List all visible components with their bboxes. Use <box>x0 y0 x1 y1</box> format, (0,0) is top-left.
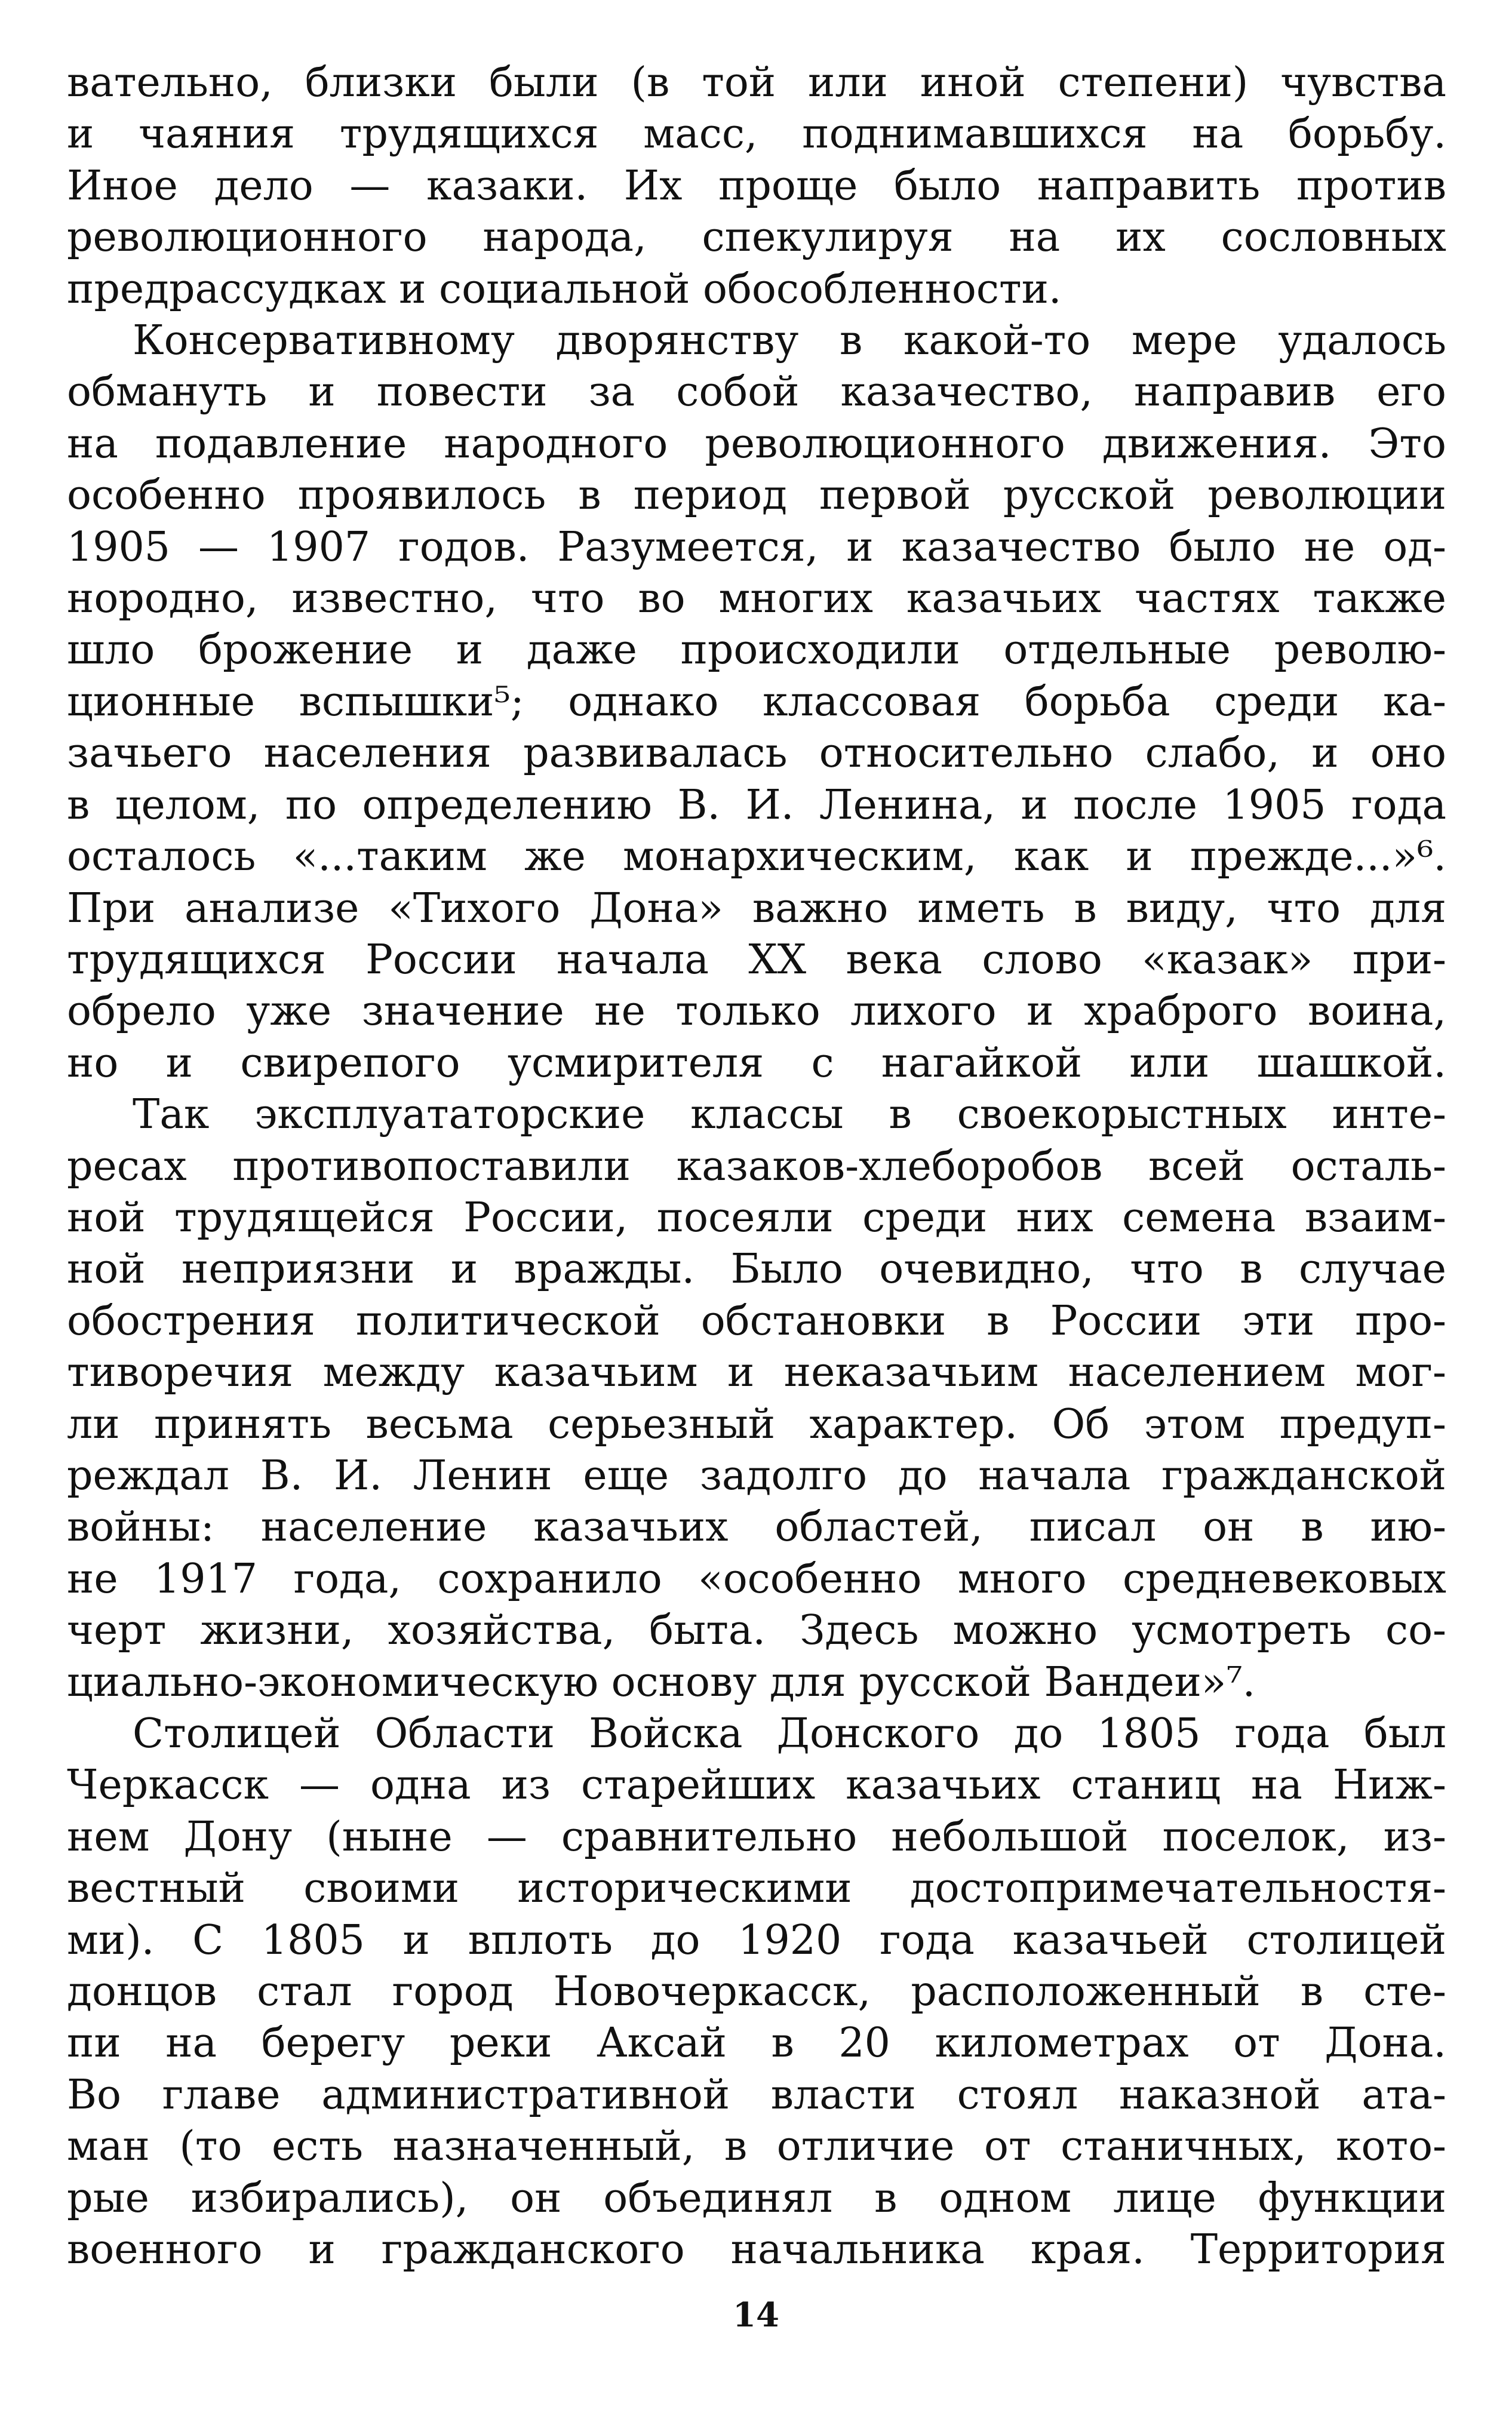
text-line: пи на берегу реки Аксай в 20 километрах от Дона. <box>67 2020 1446 2067</box>
text-line: в целом, по определению В. И. Ленина, и после 1905 года <box>67 781 1446 829</box>
text-line: военного и гражданского начальника края. Территория <box>67 2226 1446 2274</box>
text-line: трудящихся России начала XX века слово «казак» при- <box>67 936 1446 983</box>
text-line: Столицей Области Войска Донского до 1805 года был <box>133 1710 1446 1757</box>
text-line: ной неприязни и вражды. Было очевидно, что в случае <box>67 1246 1446 1293</box>
book-page <box>67 57 1446 2374</box>
text-line: ми). С 1805 и вплоть до 1920 года казачьей столицей <box>67 1916 1446 1964</box>
text-line: не 1917 года, сохранило «особенно много средневековых <box>67 1555 1446 1603</box>
text-line: Черкасск — одна из старейших казачьих станиц на Ниж- <box>67 1762 1446 1809</box>
text-line: ман (то есть назначенный, в отличие от станичных, кото- <box>67 2123 1446 2171</box>
page-number: 14 <box>733 2295 779 2335</box>
text-line: осталось «...таким же монархическим, как и прежде...»⁶. <box>67 833 1446 881</box>
paragraph-1 <box>67 57 1446 315</box>
text-line: ресах противопоставили казаков-хлеборобов всей осталь- <box>67 1142 1446 1190</box>
text-line: ной трудящейся России, посеяли среди них семена взаим- <box>67 1194 1446 1241</box>
text-line: нем Дону (ныне — сравнительно небольшой поселок, из- <box>67 1813 1446 1861</box>
text-line: тиворечия между казачьим и неказачьим населением мог- <box>67 1349 1446 1397</box>
text-line: предрассудках и социальной обособленности. <box>67 265 1062 313</box>
text-line: Так эксплуататорские классы в своекорыстных инте- <box>133 1091 1446 1139</box>
text-line: Консервативному дворянству в какой-то мере удалось <box>133 317 1446 365</box>
text-line: революционного народа, спекулируя на их сословных <box>67 214 1446 262</box>
text-line: рые избирались), он объединял в одном лице функции <box>67 2174 1446 2222</box>
text-line: Во главе административной власти стоял наказной ата- <box>67 2071 1446 2119</box>
text-line: При анализе «Тихого Дона» важно иметь в виду, что для <box>67 884 1446 932</box>
text-line: войны: население казачьих областей, писал он в ию- <box>67 1504 1446 1551</box>
text-line: особенно проявилось в период первой русской революции <box>67 472 1446 520</box>
text-line: вательно, близки были (в той или иной степени) чувства <box>67 59 1446 106</box>
text-line: реждал В. И. Ленин еще задолго до начала гражданской <box>67 1452 1446 1499</box>
text-line: ционные вспышки⁵; однако классовая борьба среди ка- <box>67 678 1446 726</box>
text-line: черт жизни, хозяйства, быта. Здесь можно усмотреть со- <box>67 1607 1446 1655</box>
text-line: донцов стал город Новочеркасск, расположенный в сте- <box>67 1968 1446 2016</box>
text-line: Иное дело — казаки. Их проще было направить против <box>67 162 1446 210</box>
text-line: и чаяния трудящихся масс, поднимавшихся на борьбу. <box>67 110 1446 158</box>
text-line: но и свирепого усмирителя с нагайкой или шашкой. <box>67 1039 1446 1087</box>
paragraph-3 <box>67 1089 1446 1708</box>
text-line: нородно, известно, что во многих казачьих частях также <box>67 575 1446 623</box>
text-line: обрело уже значение не только лихого и храброго воина, <box>67 988 1446 1035</box>
text-line: обострения политической обстановки в России эти про- <box>67 1297 1446 1345</box>
text-line: циально-экономическую основу для русской Вандеи»⁷. <box>67 1658 1256 1706</box>
paragraph-2 <box>67 315 1446 1089</box>
text-line: обмануть и повести за собой казачество, направив его <box>67 368 1446 416</box>
text-line: на подавление народного революционного движения. Это <box>67 420 1446 468</box>
text-line: вестный своими историческими достопримечательностя- <box>67 1865 1446 1913</box>
text-line: шло брожение и даже происходили отдельные револю- <box>67 626 1446 674</box>
text-line: зачьего населения развивалась относительно слабо, и оно <box>67 730 1446 777</box>
paragraph-4 <box>67 1708 1446 2276</box>
text-line: ли принять весьма серьезный характер. Об этом предуп- <box>67 1400 1446 1448</box>
text-line: 1905 — 1907 годов. Разумеется, и казачество было не од- <box>67 523 1446 571</box>
